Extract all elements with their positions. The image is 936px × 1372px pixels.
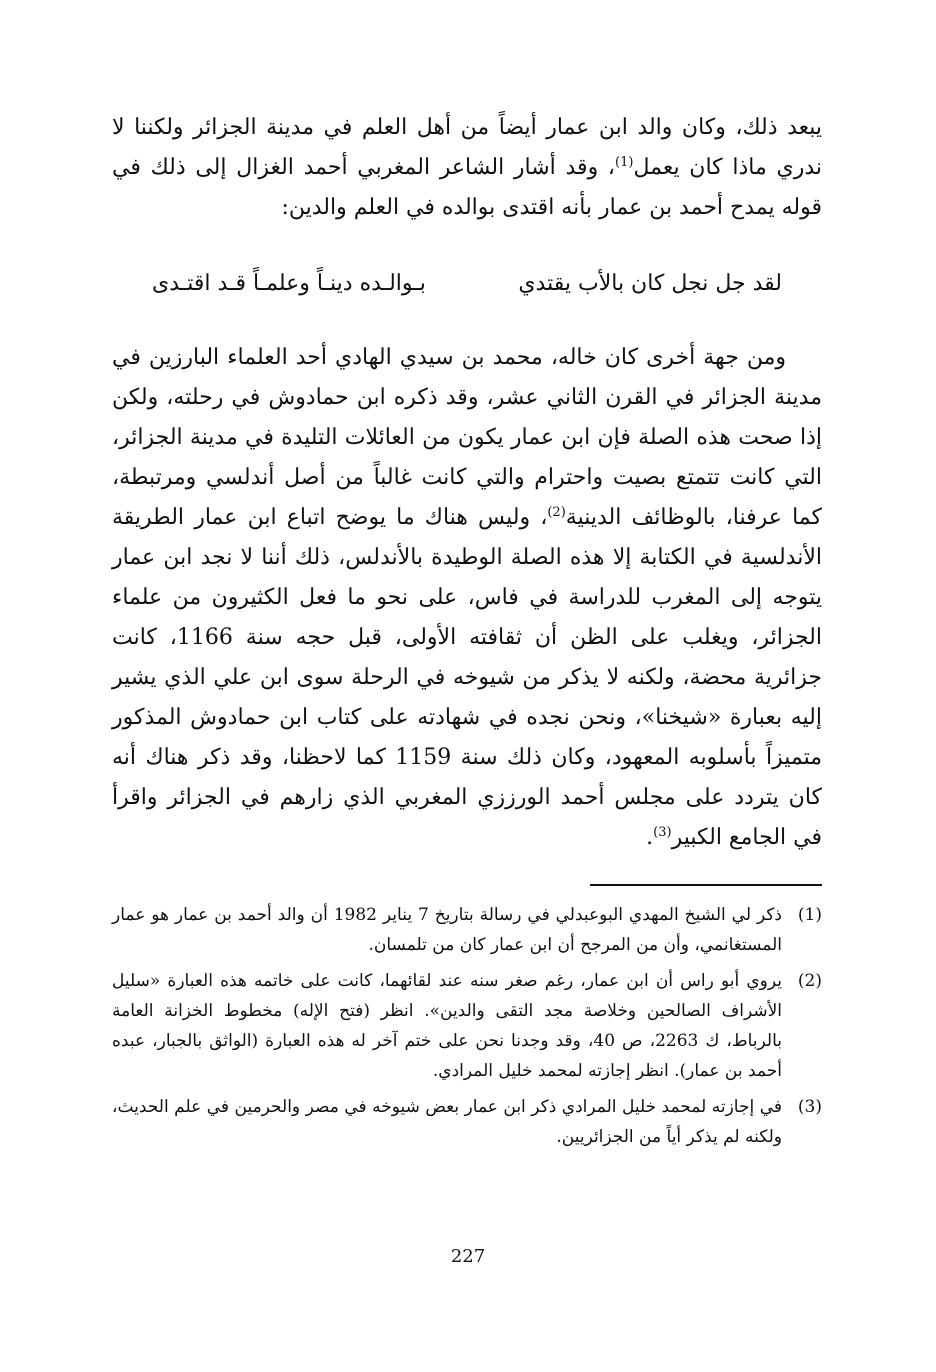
footnotes: [112, 900, 822, 1158]
footnote-2: [112, 966, 822, 1086]
footnote-ref-2[interactable]: (2): [547, 505, 566, 520]
footnote-3-number: (3): [797, 1097, 822, 1117]
footnote-2-text: يروي أبو راس أن ابن عمار، رغم صغر سنه عند لقائهما، كانت على خاتمه هذه العبارة «سليل الأشراف الصالحين وخلاصة مجد التقى والدين». انظر (فتح الإله) مخطوط الخزانة العامة بالرباط، ك 2263، ص 40، وقد وجدنا نحن على ختم آخر له هذه العبارة (الواثق بالجبار، عبده أحمد بن عمار). انظر إجازته لمحمد خليل المرادي.: [112, 971, 782, 1081]
footnote-3: [112, 1092, 822, 1152]
footnote-2-number: (2): [797, 971, 822, 991]
footnote-ref-1[interactable]: (1): [615, 155, 634, 170]
intro-text-a: يبعد ذلك، وكان والد ابن عمار أيضاً من أهل العلم في مدينة الجزائر ولكننا لا ندري ماذا كان يعمل: [112, 115, 822, 180]
footnote-1-number: (1): [797, 905, 822, 925]
main-text-a: ومن جهة أخرى كان خاله، محمد بن سيدي الهادي أحد العلماء البارزين في مدينة الجزائر في القرن الثاني عشر، وقد ذكره ابن حمادوش في رحلته، ولكن إذا صحت هذه الصلة فإن ابن عمار يكون من العائلات التليدة في مدينة الجزائر، التي كانت تتمتع بصيت واحترام والتي كانت غالباً من أصل أندلسي ومرتبطة، كما عرفنا، بالوظائف الدينية: [112, 345, 822, 530]
footnote-1: [112, 900, 822, 960]
verse-second-hemistich: بـوالـده دينـاً وعلمـاً قـد اقتـدى: [152, 271, 426, 296]
footnote-ref-3[interactable]: (3): [653, 825, 672, 840]
main-text-b: ، وليس هناك ما يوضح اتباع ابن عمار الطريقة الأندلسية في الكتابة إلا هذه الصلة الوطيدة بالأندلس، ذلك أننا لا نجد ابن عمار يتوجه إلى المغرب للدراسة في فاس، على نحو ما فعل الكثيرون من علماء الجزائر، ويغلب على الظن أن ثقافته الأولى، قبل حجه سنة 1166، كانت جزائرية محضة، ولكنه لا يذكر من شيوخه في الرحلة سوى ابن علي الذي يشير إليه بعبارة «شيخنا»، ونحن نجده في شهادته على كتاب ابن حمادوش المذكور متميزاً بأسلوبه المعهود، وكان ذلك سنة 1159 كما لاحظنا، وقد ذكر هناك أنه كان يتردد على مجلس أحمد الورززي المغربي الذي زارهم في الجزائر واقرأ في الجامع الكبير: [112, 505, 822, 850]
footnote-3-text: في إجازته لمحمد خليل المرادي ذكر ابن عمار بعض شيوخه في مصر والحرمين في علم الحديث، ولكنه لم يذكر أياً من الجزائريين.: [112, 1097, 782, 1147]
footnote-separator: [590, 884, 822, 886]
intro-text-b: ، وقد أشار الشاعر المغربي أحمد الغزال إلى ذلك في قوله يمدح أحمد بن عمار بأنه اقتدى بوالده في العلم والدين:: [112, 155, 822, 220]
verse-first-hemistich: لقد جل نجل كان بالأب يقتدي: [518, 271, 782, 296]
main-text-end: .: [646, 825, 654, 850]
poem-verse: [112, 262, 822, 306]
page-number: 227: [450, 1246, 486, 1267]
intro-paragraph: [112, 108, 822, 228]
main-paragraph: [112, 338, 822, 858]
footnote-1-text: ذكر لي الشيخ المهدي البوعبدلي في رسالة بتاريخ 7 يناير 1982 أن والد أحمد بن عمار هو عمار المستغانمي، وأن من المرجح أن ابن عمار كان من تلمسان.: [112, 905, 782, 955]
